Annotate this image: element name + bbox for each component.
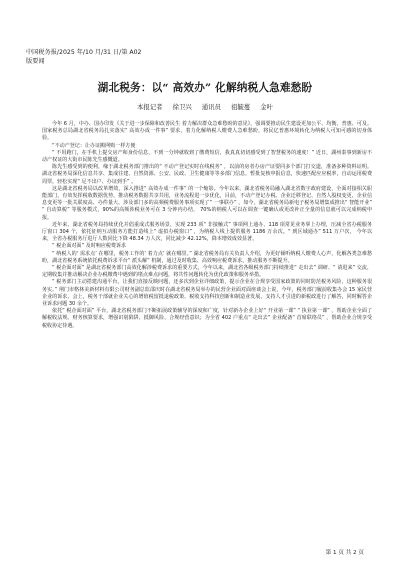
paragraph: 近年来，湖北省税务局持续优化并倡重成式服务场景，实现 233 项“ 非接触式” 事项网上通办，118 项常见业务掌上办理，压减全省办税服务厅窗口 304 个，依托征纳互动服务方能打造线上“ 虚拟办税窗口” ，为纳税人线上提供服务 1186 万余次。“ 到区域通办” 511 万户次， 今年以来，全省办税服务厅进厅人数同比下降 48.34 万人次，同比减少 42.12%，降本增效成效显著。 <box>42 221 372 243</box>
byline-role: 本报记者 <box>136 103 163 111</box>
subheading: “不动产登记：让办证搬网购一样方便 <box>52 142 136 149</box>
page-number: 第 1 页 共 2 页 <box>325 550 364 556</box>
byline-name: 祖毓蔓 <box>231 103 251 111</box>
paragraph: 今年 6 月，中办、国办印发《关于进一步保障和改善民生 着力解决群众急难愁盼的意见》，强调要推动民生建设更加公平、均衡、普惠、可及。国家税务总局湖北省税务局扎实落实“ 高效办成一件事” 要求，着力化解纳税人缴费人急难愁盼，将民亿普惠环境转化为纳税人可知可感的切身体验。 <box>42 121 372 142</box>
paragraph: 这是湖北省税务局以改革增效，深入推进“ 高效办成一件事” 的一个缩影。今年以来，湖北省税务局融入湖北省数字政府建设，全面对接相关职能部门，有效发挥税收数据优势，推动税务数据共享共用，业务流程进一步优化，目前，不动产登记办税、企业迁移登记、自然人股权变更、企业信息变更等一批关联度高、办件量大、涉及部门多的高频税费服务事项实现了“ 一事联办” ，如今，湖北省税务局新电子税务局增集成推出“ 智能开业” “ 自动算税” 等服务模式，90%的高频涉税业务可在 3 分钟内办结， 70%的纳税人可以在调查一键确认或更改补正全量的信息就可以完成纳税申报。 <box>42 185 372 221</box>
article-title: 湖北税务：以“ 高效办” 化解纳税人急难愁盼 <box>97 82 313 94</box>
byline-name: 徐卫兴 <box>172 103 192 111</box>
paragraph: “ 税务部门主动搭建沟通平台，让我们直接反映问题，还多次到企业详细政策，提示企业在合规享受国家政策的同时防范税务风险，这种服务很务实。” 荆门市格林美新材料有限公司财务副总监邵庆时在湖北省税务局举办的民营企业面对面座谈会上说，今年，税务部门履前收集办会 15 家民营企业的诉求，会上，税务干部就企业关心的增值税留抵退税政策、税收支持科技创新和制造业发展、支持人才引进的新税政进行了解答，同时解答企业诉求问题 30 余个。 <box>42 279 372 308</box>
byline-name: 金叶 <box>260 103 274 111</box>
subheading: “ 税企面对面” 及时响应税费诉求 <box>52 243 127 250</box>
byline <box>20 102 390 111</box>
byline-role: 通讯员 <box>201 103 221 111</box>
source-line: 中国税务报/2025 年/10 月/31 日/第 A02 <box>26 49 142 56</box>
paragraph: “ 不用跑门，在手机上提交房产和身份信息，不到一分钟就收到了缴费短信，我真真切切感受到了智慧税务的速度！” 近日，湖州泰事到新房不动产权证的大街市民陈先生感慨道。 <box>42 149 372 164</box>
paragraph: 依托“ 税企面对面” 平台，湖北省税务部门不断拓展政策辅导的深度和广度，针对新办企业上好“ 开业第一课” “ 执业第一课” ，帮助企业全面了解税收法规、财务核算要求，增强识别陷阱、抵御风险、合规经营意识；为全省 402 户重点“ 走出去” 企业配备“ 首席联络员” ，帮助企业合规享受税收协定待遇。 <box>42 308 372 329</box>
paragraph: “ 纳税人的‘ 需求点’ 在哪里，税务工作的‘ 着力点’ 就在哪里。” 湖北省税务局有关负责人介绍，为更好倾听纳税人缴费人心声，化解各类急难愁盼，湖北省税务系统依托税费诉求平台“ 派头解” 机制，通过及时收集、高效响应税费诉求，推动服务不断提升。 <box>42 250 372 264</box>
section-line: 版要闻 <box>26 58 45 65</box>
article-body <box>42 121 372 330</box>
paragraph: 陈先生感受到的便利，缘于湖北税务部门推出的“ 不动产登记实时在线税务” ，以前的房者办房产证要同多个部门打交道，准备多种资料证明。湖北省税务局深化信息共享、集成往建、自然资源、公安、民政、卫生健康等等多部门信息，暂批复核申报信息，快速匹配应应税率，自动运用税费周票，轻松实现“ 足不出户、办证到手” 。 <box>42 164 372 185</box>
paragraph: “ 税企面对面” 是湖北省税务部门高效化解涉税费诉求的重要方式，今年以来，湖北省各级税务部门持续推进“ 走出去” 调研、“ 请进来” 交流，定期收集并推动解决企业办税缴费中遇到的堵点难点问题，将共性问题转化为优化政策和服务举措。 <box>42 265 372 279</box>
